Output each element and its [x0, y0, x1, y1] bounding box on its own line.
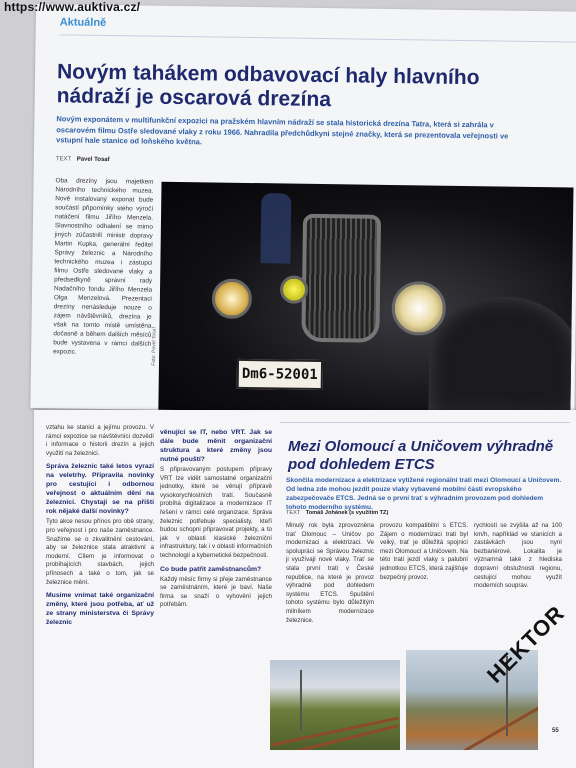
article-headline: Novým tahákem odbavovací haly hlavního nádraží je oscarová drezína — [56, 60, 480, 112]
top-page — [30, 4, 576, 416]
byline-label: TEXT — [55, 156, 72, 163]
page-number: 55 — [552, 728, 559, 734]
col2-heading2: Co bude patřit zaměstnancům? — [160, 565, 262, 573]
bottom-page — [34, 410, 576, 768]
draisine-photo — [158, 182, 573, 416]
article-body: Oba drezíny jsou majetkem Národního technického muzea. Nově instalovaný exponát bude součástí připomínky stého výročí natáčení filmu Jiřího Menzela. Slavnostního odhalení se mimo jiných zúčastnili ministr dopravy Martin Kupka, generální ředitel Správy železnic a Národního technického muzea i zástupci filmu Ostře sledované vlaky a předsedkyně správní rady Nadačního fondu Jiřího Menzela Olga Menzelová. Prezentaci drezíny nenásleduje nouze o zájem návštěvníků, drezína je však na tomto místě umístěna dočasně a během dalších měsíců bude vystavena v rámci dalších expozic. — [53, 177, 154, 356]
continued-column-2 — [160, 424, 272, 610]
article2-divider — [280, 422, 570, 423]
photo-credit: Foto: Pavel Tosaf — [150, 327, 158, 366]
col1-heading: Správa železnic také letos vyrazí na veletrhy. Připravila novinky pro cestující i odbornou veřejnost o aktuálním dění na železnici. Chystají se na příští rok nějaké další novinky? — [46, 463, 154, 516]
headlamp-left — [212, 278, 253, 319]
fender — [428, 296, 573, 416]
hektor-watermark: HEKTOR — [482, 600, 570, 688]
article-lead: Novým exponátem v multifunkční expozici na pražském hlavním nádraží se stala historická drezína Tatra, která si zahrála v oscarovém filmu Ostře sledované vlaky z roku 1966. Nahradila předchůdkyni stejné značky, která se prezentovala veřejnosti ve vstupní hale stanice od loňského května. — [56, 114, 509, 147]
article2-byline — [286, 510, 388, 516]
radiator-grille — [301, 214, 381, 343]
visitor-figure — [260, 193, 291, 263]
rail-track — [272, 724, 399, 750]
col1-text: vztahu ke stanici a jejímu provozu. V rámci expozice se návštěvníci dozvědí i informace o historii drezín a jejich využití na železnici. — [46, 424, 154, 457]
article2-column-2: provozu kompatibilní s ETCS. Zájem o modernizaci trati byl velký, trať je důležitá spojnicí mezi Olomoucí a Uničovem. Na této trati jezdí vlaky s palubní jednotkou ETCS, která zajišťuje bezpečný provoz. — [380, 522, 468, 581]
article2-title: Mezi Olomoucí a Uničovem výhradně pod dohledem ETCS — [288, 438, 554, 473]
col1-heading2: Musíme vnímat také organizační změny, které jsou potřeba, ať už ze strany ministerstva či Správy železnic — [46, 592, 154, 627]
article2-column-3: rychlostí se zvýšila až na 100 km/h, například ve stanicích a zastávkách jsou nyní bezbariérové. Lokalita je významná také z hlediska dopravní obslužnosti regionu, cestující mohou využít moderních souprav. — [474, 522, 562, 590]
col2-text2: Každý měsíc firmy si přeje zaměstnance se zaměstnáním, které je baví. Naše firma se snaží o vyhovění jejich potřebám. — [160, 575, 272, 609]
article2-lead: Skončila modernizace a elektrizace vytížené regionální trati mezi Olomoucí a Uničovem. Od ledna zde mohou jezdit pouze vlaky vybavené mobilní částí evropského zabezpečovače ETCS. Jedná se o první trať s výhradním provozem pod dohledem tohoto moderního systému. — [286, 477, 562, 511]
article-byline — [56, 156, 110, 163]
col2-text: S připravovaným postupem přípravy VRT lze vidět samostatné organizační jednotky, které se věnují přípravě vysokorychlostních tratí. Současně probíhá digitalizace a modernizace IT řešení v rámci celé organizace. Správa železnic potřebuje specialisty, kteří budou schopni připravovat projekty, a to jak v oblasti klasické železniční infrastruktury, tak i v oblasti informačních technologií a kybernetické bezpečnosti. — [160, 466, 272, 559]
article2-column-1: Minulý rok byla zprovozněna trať Olomouc – Uničov po modernizaci a elektrizaci. Ve spolupráci se Správou železnic ji využívají nové vlaky. Trať se stala první tratí v České republice, na které je provoz výhradně pod dohledem systému ETCS. Spuštění tohoto systému bylo důležitým milníkem modernizace železnice. — [286, 522, 374, 624]
license-plate: Dm6-52001 — [237, 359, 323, 390]
railway-photo-1 — [270, 660, 400, 750]
source-url: https://www.auktiva.cz/ — [4, 0, 141, 14]
article2-byline-label: TEXT — [286, 510, 301, 516]
col1-text2: Tyto akce nesou přínos pro obě strany, pro veřejnost i pro naše zaměstnance. Snažíme se o zkvalitnění cestování, aby se železnice stala atraktivní a moderní. Cílem je informovat o probíhajících stavbách, jejich přínosech a také o tom, jak se železnice mění. — [46, 518, 154, 586]
catenary-mast — [300, 670, 302, 730]
col2-heading: věnující se IT, nebo VRT. Jak se dále bude měnit organizační struktura a které změny jsou nutné pouští? — [160, 429, 272, 463]
article2-byline-author: Tomáš Johánek (s využitím TZ) — [305, 510, 389, 516]
rail-track — [443, 707, 538, 750]
byline-author: Pavel Tosaf — [76, 156, 110, 164]
continued-column-1 — [46, 424, 154, 629]
section-label: Aktuálně — [59, 16, 107, 29]
top-divider — [60, 34, 576, 42]
